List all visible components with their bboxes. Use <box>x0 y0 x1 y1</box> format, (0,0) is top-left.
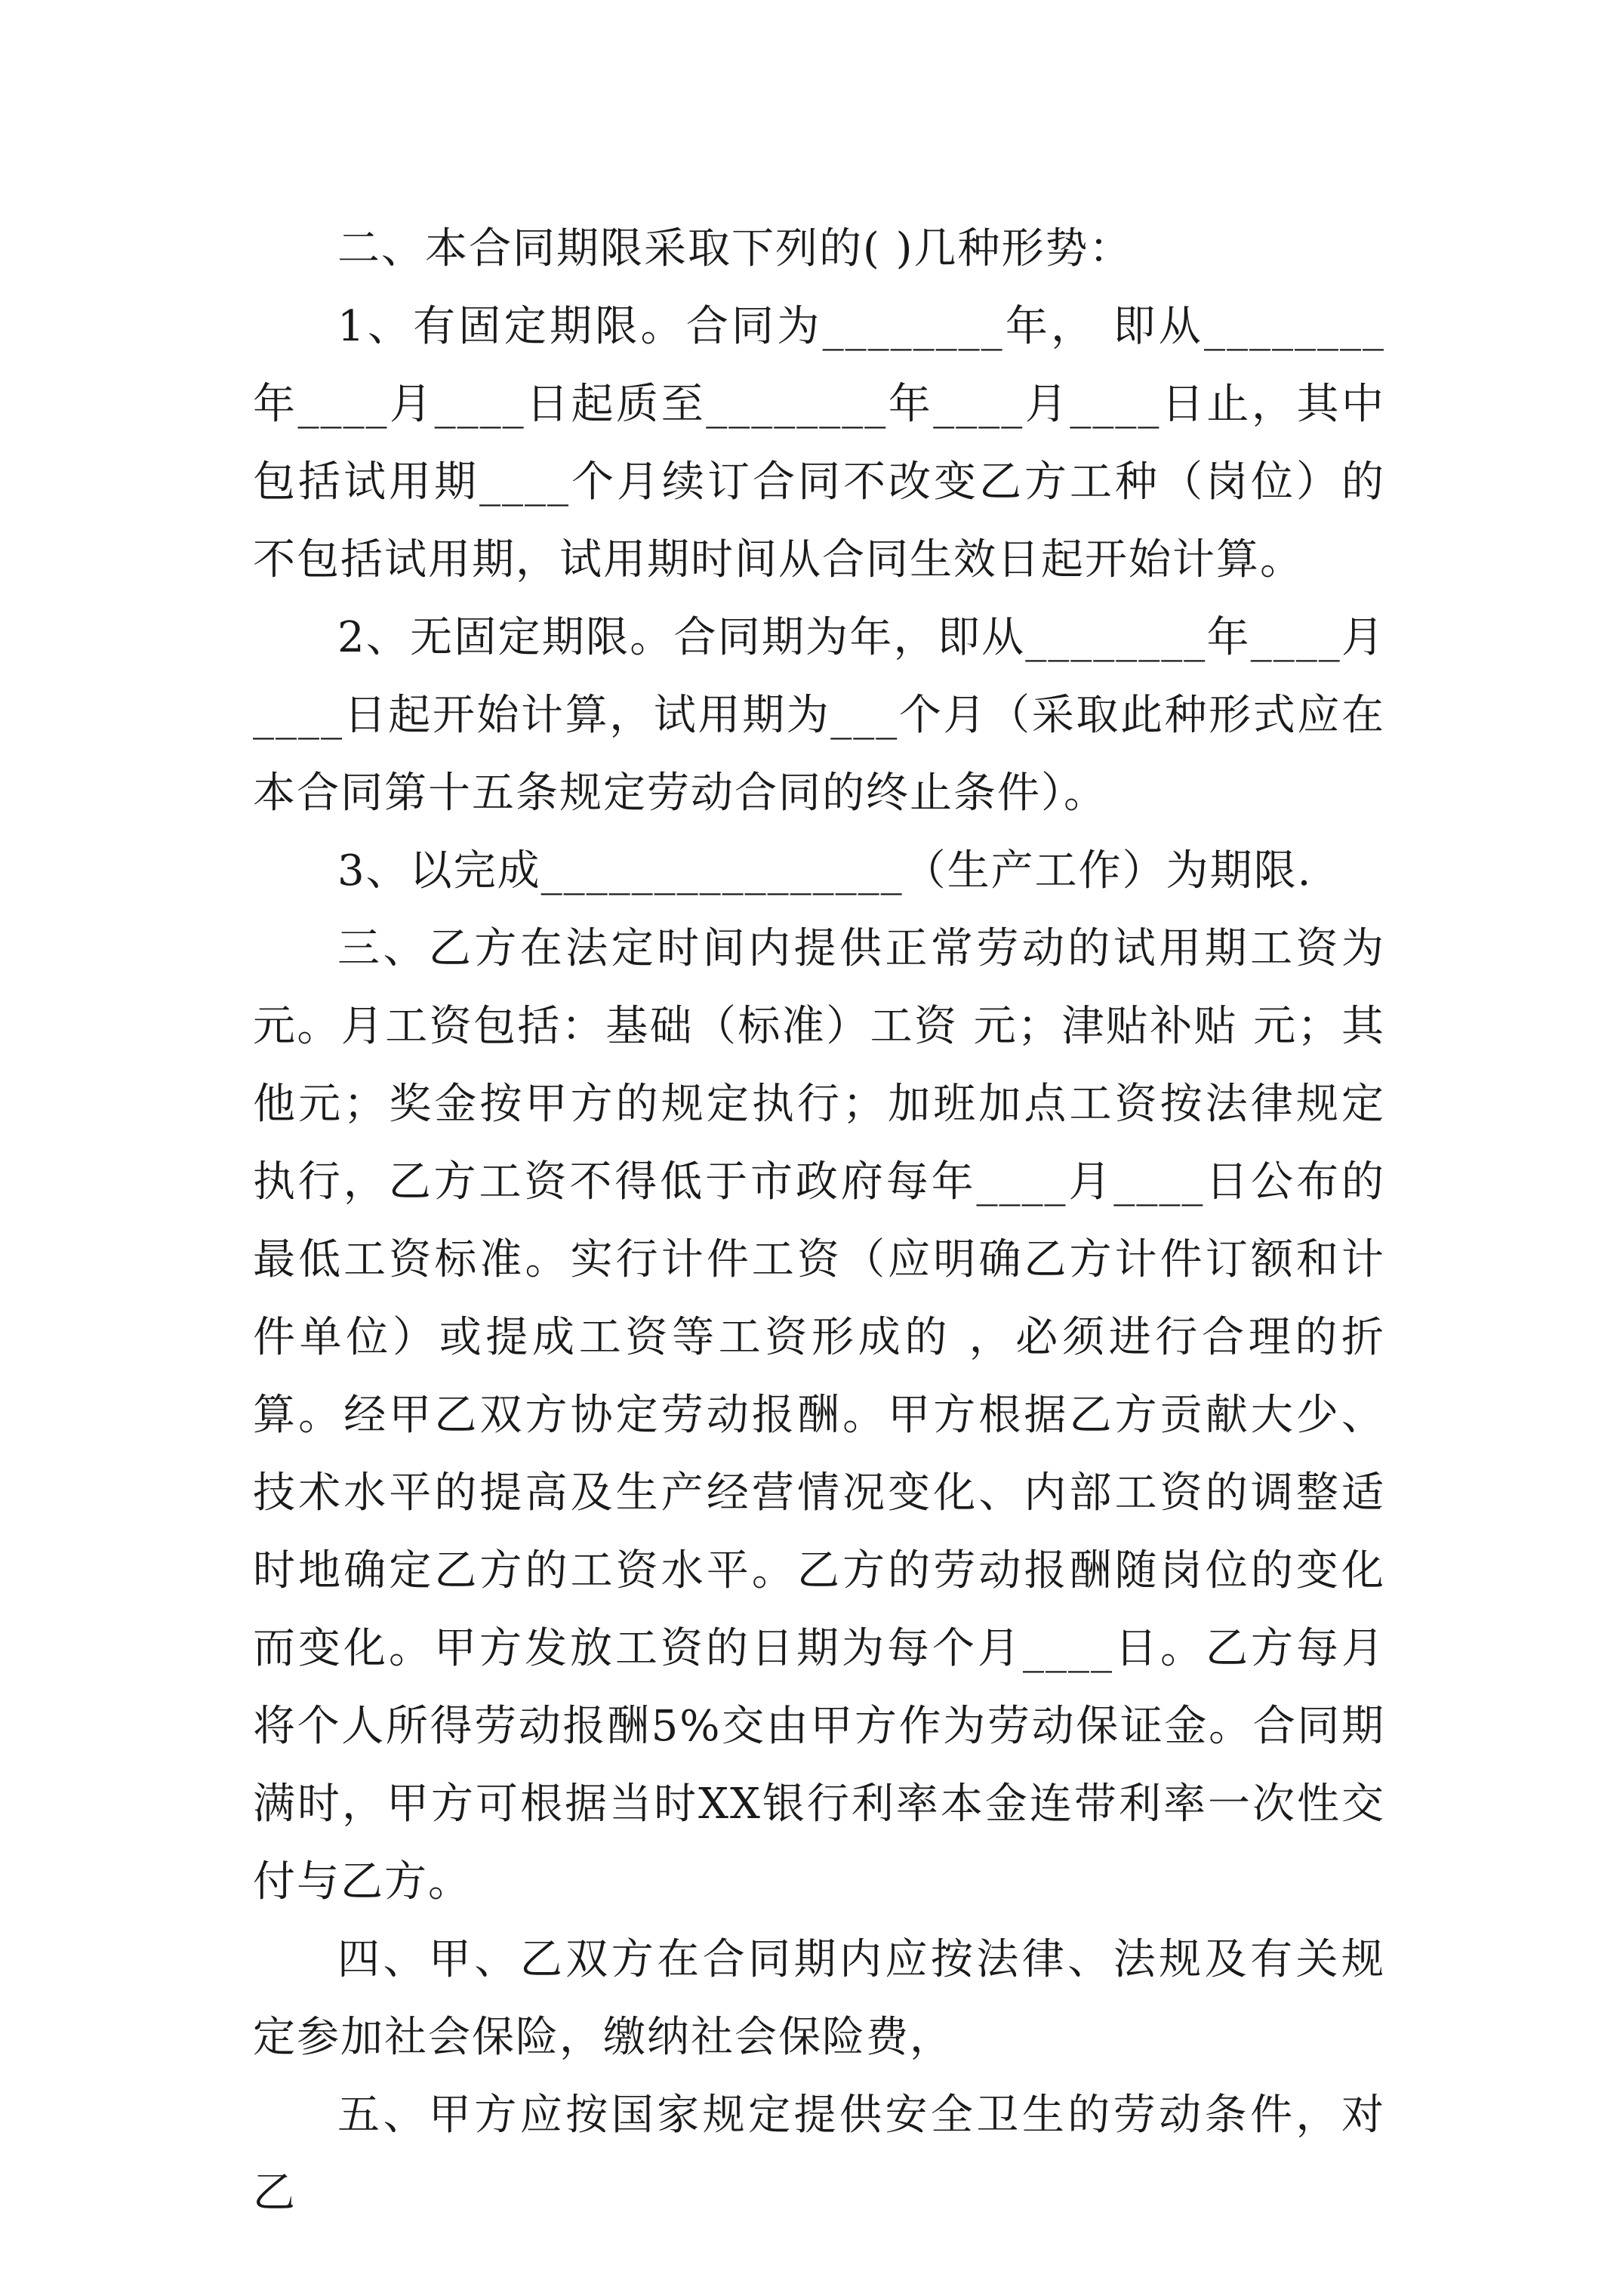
task-term-clause: 3、以完成________________（生产工作）为期限. <box>337 846 1313 895</box>
social-insurance-clause: 四、甲、乙双方在合同期内应按法律、法规及有关规定参加社会保险，缴纳社会保险费， <box>253 1935 1385 2062</box>
contract-term-heading: 二、本合同期限采取下列的( )几种形势： <box>337 224 1133 273</box>
contract-body <box>253 210 1385 2232</box>
safety-clause: 五、甲方应按国家规定提供安全卫生的劳动条件，对乙 <box>253 2091 1385 2217</box>
wage-clause: 三、乙方在法定时间内提供正常劳动的试用期工资为元。月工资包括：基础（标准）工资 元；津贴补贴 元；其他元；奖金按甲方的规定执行；加班加点工资按法律规定执行，乙方工资不得低于市政府每年____月____日公布的最低工资标准。实行计件工资（应明确乙方计件订额和计件单位）或提成工资等工资形成的 ，必须进行合理的折算。经甲乙双方协定劳动报酬。甲方根据乙方贡献大少、技术水平的提高及生产经营情况变化、内部工资的调整适时地确定乙方的工资水平。乙方的劳动报酬随岗位的变化而变化。甲方发放工资的日期为每个月____日。乙方每月将个人所得劳动报酬5%交由甲方作为劳动保证金。合同期满时，甲方可根据当时XX银行利率本金连带利率一次性交付与乙方。 <box>253 924 1385 1906</box>
open-term-clause: 2、无固定期限。合同期为年，即从________年____月____日起开始计算，试用期为___个月（采取此种形式应在本合同第十五条规定劳动合同的终止条件）。 <box>253 613 1385 818</box>
fixed-term-clause: 1、有固定期限。合同为________年， 即从________年____月____日起质至________年____月____日止，其中包括试用期____个月续订合同不改变乙方工种（岗位）的 不包括试用期，试用期时间从合同生效日起开始计算。 <box>253 302 1385 584</box>
